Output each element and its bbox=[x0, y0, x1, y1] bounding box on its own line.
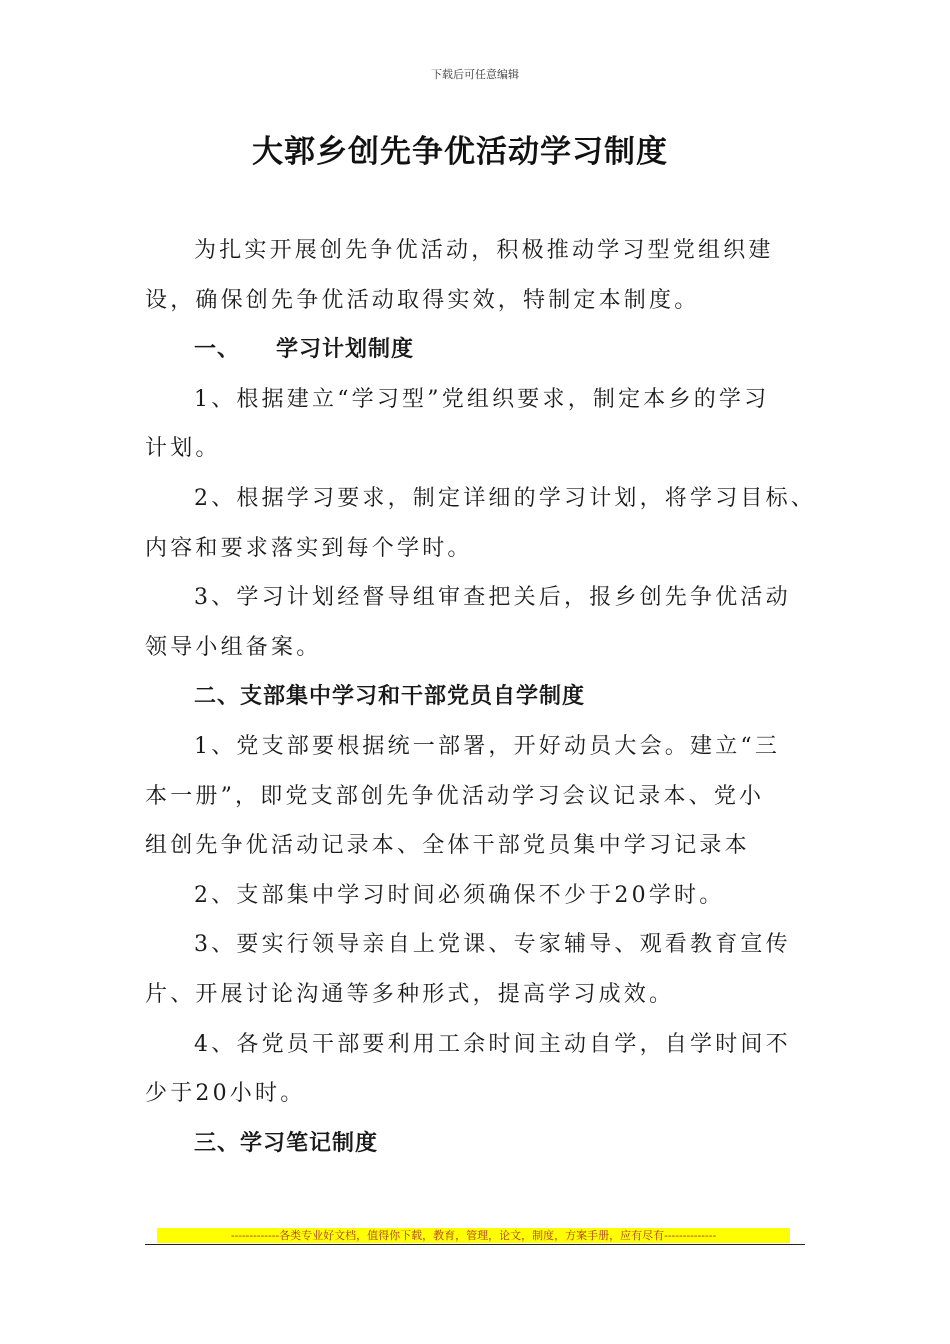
section-1-number: 一、 bbox=[194, 337, 241, 363]
section-1-title: 学习计划制度 bbox=[276, 337, 415, 363]
section-1-item-2: 2、根据学习要求，制定详细的学习计划，将学习目标、 bbox=[194, 485, 816, 511]
section-1-heading bbox=[145, 325, 805, 375]
intro-line: 为扎实开展创先争优活动，积极推动学习型党组织建 bbox=[194, 238, 774, 263]
section-2-item-4-cont: 少于20小时。 bbox=[145, 1081, 306, 1107]
section-1-item-1: 1、根据建立“学习型”党组织要求，制定本乡的学习 bbox=[194, 386, 770, 412]
section-1-item-2-cont: 内容和要求落实到每个学时。 bbox=[145, 535, 473, 561]
document-title: 大郭乡创先争优活动学习制度 bbox=[252, 134, 668, 170]
section-2-item-2: 2、支部集中学习时间必须确保不少于20学时。 bbox=[194, 882, 725, 908]
section-2-item-1-cont: 组创先争优活动记录本、全体干部党员集中学习记录本 bbox=[145, 833, 750, 859]
intro-line: 设，确保创先争优活动取得实效，特制定本制度。 bbox=[145, 287, 700, 313]
section-1-item-3: 3、学习计划经督导组审查把关后，报乡创先争优活动 bbox=[194, 585, 791, 611]
section-1-item-3-cont: 领导小组备案。 bbox=[145, 634, 322, 660]
section-2-heading: 二、支部集中学习和干部党员自学制度 bbox=[194, 684, 586, 710]
section-2-item-3-cont: 片、开展讨论沟通等多种形式，提高学习成效。 bbox=[145, 981, 675, 1007]
page-header-note: 下载后可任意编辑 bbox=[431, 68, 519, 81]
section-2-item-1: 1、党支部要根据统一部署，开好动员大会。建立“三 bbox=[194, 733, 781, 759]
section-2-item-1-cont: 本一册”，即党支部创先争优活动学习会议记录本、党小 bbox=[145, 783, 765, 809]
section-2-item-3: 3、要实行领导亲自上党课、专家辅导、观看教育宣传 bbox=[194, 932, 791, 958]
footer-banner: -------------各类专业好文档，值得你下载，教育，管理，论文，制度，方案手册，应有尽有-------------- bbox=[157, 1228, 790, 1243]
document-body bbox=[145, 226, 816, 1168]
section-2-item-4: 4、各党员干部要利用工余时间主动自学，自学时间不 bbox=[194, 1031, 791, 1057]
footer-divider bbox=[145, 1244, 805, 1245]
section-1-item-1-cont: 计划。 bbox=[145, 436, 221, 462]
section-3-heading: 三、学习笔记制度 bbox=[194, 1130, 379, 1156]
